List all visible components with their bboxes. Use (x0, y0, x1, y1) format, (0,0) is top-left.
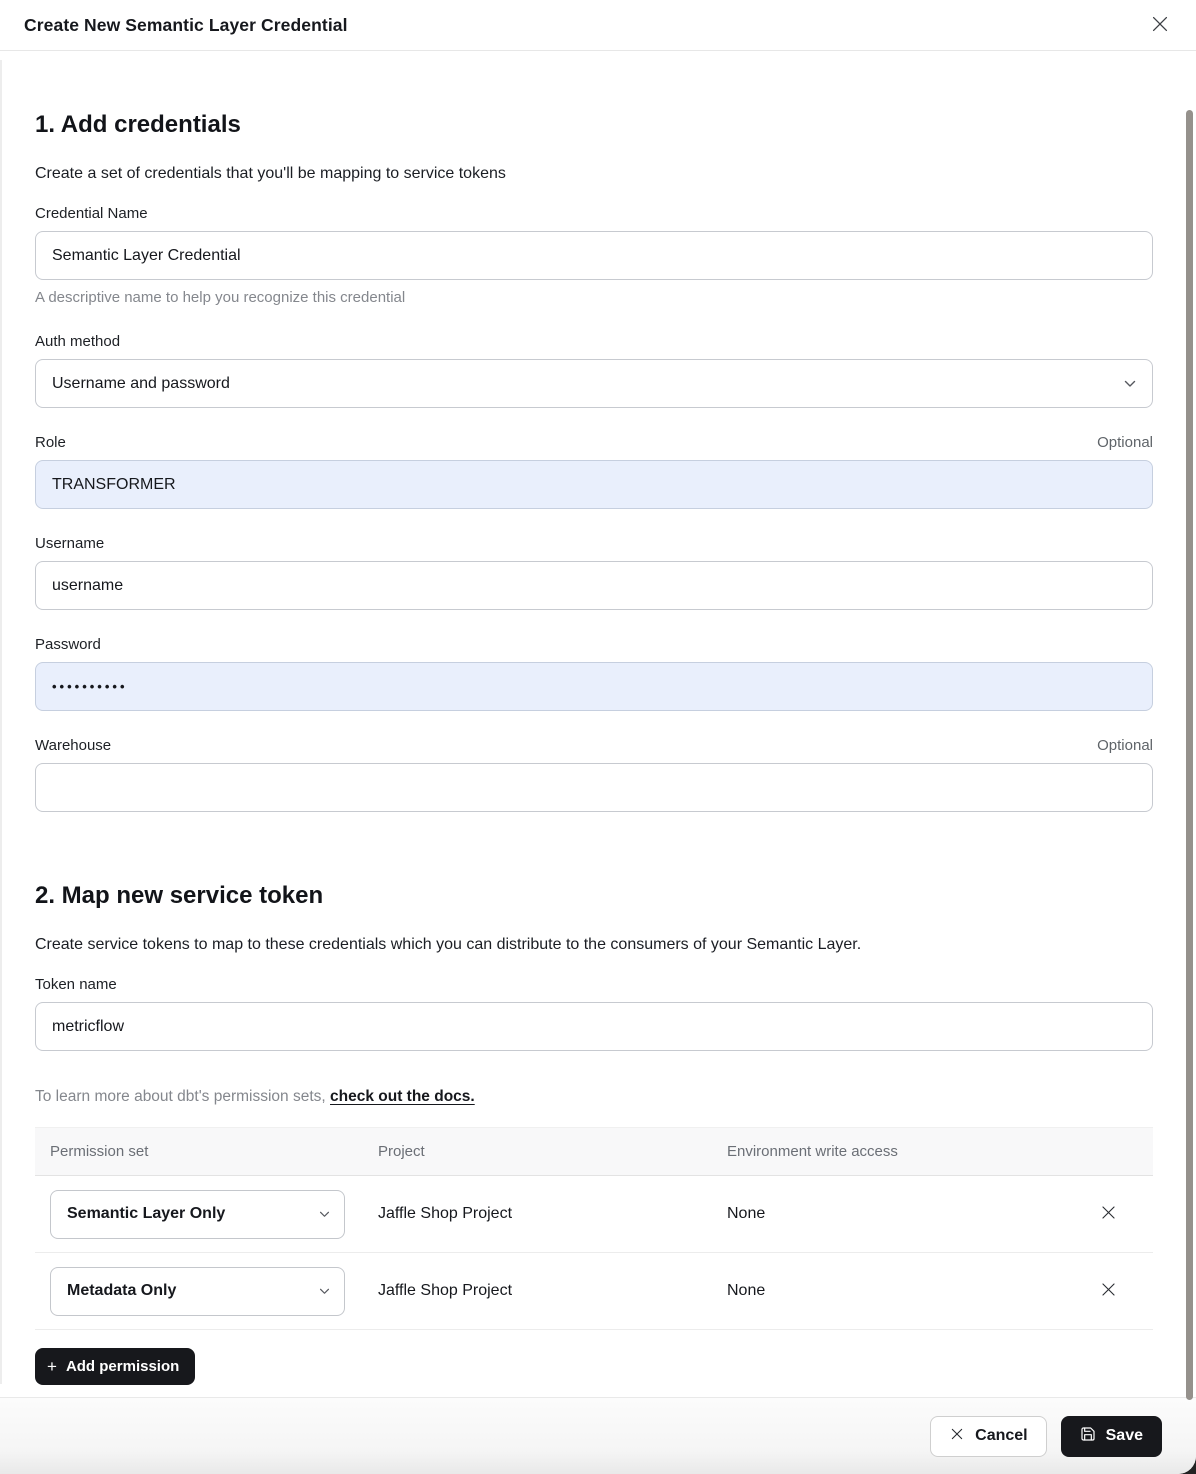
warehouse-input[interactable] (35, 763, 1153, 812)
auth-method-value: Username and password (52, 374, 230, 392)
table-row (35, 1176, 1153, 1253)
column-header-env-write-access: Environment write access (727, 1143, 898, 1160)
permission-table (35, 1127, 1153, 1330)
permission-docs-note (35, 1088, 1153, 1106)
add-permission-button[interactable] (35, 1348, 195, 1385)
password-label: Password (35, 636, 101, 653)
scrollbar-thumb[interactable] (1186, 110, 1193, 1400)
password-field-group (35, 636, 1153, 711)
role-label: Role (35, 434, 66, 451)
section1-heading: 1. Add credentials (35, 111, 241, 138)
modal-footer (0, 1397, 1196, 1474)
token-name-input[interactable] (35, 1002, 1153, 1051)
warehouse-label: Warehouse (35, 737, 112, 754)
docs-note-text: To learn more about dbt's permission sets, (35, 1088, 331, 1105)
close-icon (1099, 1203, 1118, 1225)
remove-row-button-row2[interactable] (1092, 1275, 1124, 1307)
save-button[interactable] (1061, 1416, 1162, 1457)
credential-name-input[interactable] (35, 231, 1153, 280)
table-row (35, 1253, 1153, 1330)
project-cell: Jaffle Shop Project (378, 1205, 513, 1222)
permission-set-value: Metadata Only (67, 1282, 177, 1299)
plus-icon: + (47, 1356, 57, 1376)
credential-name-label: Credential Name (35, 205, 148, 222)
close-button[interactable] (1146, 11, 1174, 39)
username-field-group (35, 535, 1153, 610)
close-icon (949, 1426, 965, 1447)
permission-table-header (35, 1128, 1153, 1176)
auth-method-field-group (35, 333, 1153, 408)
role-field-group (35, 434, 1153, 509)
permission-set-select-row1[interactable] (50, 1190, 345, 1239)
section2-heading: 2. Map new service token (35, 882, 324, 909)
save-icon (1080, 1426, 1096, 1447)
warehouse-field-group (35, 737, 1153, 812)
column-header-project: Project (378, 1143, 425, 1160)
password-input[interactable] (35, 662, 1153, 711)
project-cell: Jaffle Shop Project (378, 1282, 513, 1299)
permission-set-value: Semantic Layer Only (67, 1205, 226, 1222)
column-header-permission-set: Permission set (50, 1143, 149, 1160)
chevron-down-icon (319, 1282, 330, 1300)
token-name-label: Token name (35, 976, 117, 993)
chevron-down-icon (1124, 375, 1136, 393)
username-input[interactable] (35, 561, 1153, 610)
modal-body (0, 111, 1196, 1385)
auth-method-label: Auth method (35, 333, 121, 350)
env-write-access-cell: None (727, 1282, 766, 1299)
section2-description: Create service tokens to map to these credentials which you can distribute to the consumers of your Semantic Layer. (35, 936, 862, 953)
close-icon (1149, 13, 1171, 38)
save-label: Save (1105, 1427, 1143, 1444)
token-name-field-group (35, 976, 1153, 1051)
auth-method-select[interactable] (35, 359, 1153, 408)
cancel-label: Cancel (975, 1427, 1028, 1444)
section1-description: Create a set of credentials that you'll be mapping to service tokens (35, 165, 506, 182)
background-page-sliver (0, 60, 2, 1384)
username-label: Username (35, 535, 105, 552)
modal-title: Create New Semantic Layer Credential (24, 14, 348, 35)
docs-link[interactable]: check out the docs. (330, 1088, 475, 1105)
cancel-button[interactable] (930, 1416, 1046, 1457)
permission-set-select-row2[interactable] (50, 1267, 345, 1316)
remove-row-button-row1[interactable] (1092, 1198, 1124, 1230)
role-input[interactable] (35, 460, 1153, 509)
credential-name-field-group (35, 205, 1153, 306)
warehouse-optional-tag: Optional (1097, 737, 1153, 754)
role-optional-tag: Optional (1097, 434, 1153, 451)
close-icon (1099, 1280, 1118, 1302)
modal-header (0, 0, 1196, 51)
add-permission-label: Add permission (65, 1358, 180, 1375)
chevron-down-icon (319, 1205, 330, 1223)
credential-name-helper: A descriptive name to help you recognize this credential (35, 289, 406, 306)
env-write-access-cell: None (727, 1205, 766, 1222)
